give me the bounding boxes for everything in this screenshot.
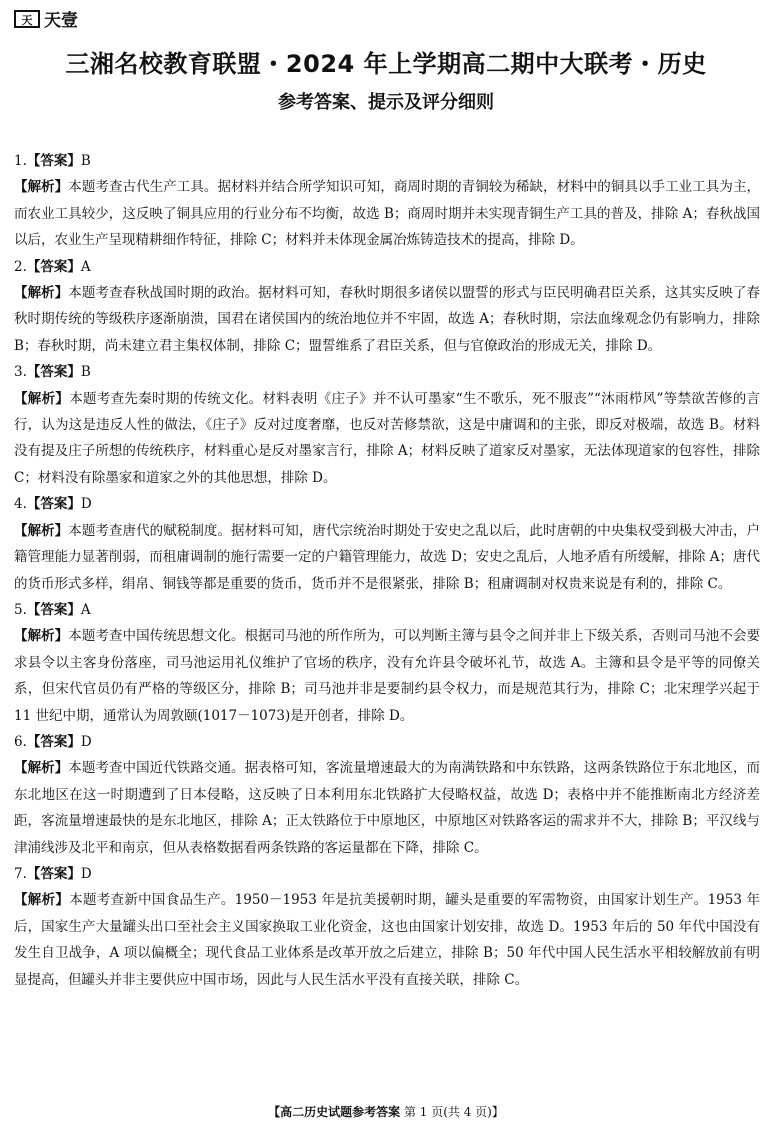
analysis-paragraph — [14, 887, 760, 993]
analysis-label: 【解析】 — [14, 285, 69, 302]
analysis-text: 本题考查中国传统思想文化。根据司马池的所作所为，可以判断主簿与县令之间并非上下级关系，否则司马池不会要求县令以主客身份落座，司马池运用礼仪维护了官场的秩序，没有允许县令破坏礼节，故选 A。主簿和县令是平等的同僚关系，但宋代官员仍有严格的等级区分，排除 B；司马池并非是要制约县令权力，而是规范其行为，排除 C；北宋理学兴起于 11 世纪中期，通常认为周敦颐(1017－1073)是开创者，排除 D。 — [14, 628, 761, 724]
question-number: 4. — [14, 496, 27, 513]
answer-value: D — [80, 865, 92, 882]
answer-value: B — [80, 153, 91, 169]
question-item — [14, 148, 760, 254]
question-number: 2. — [14, 258, 27, 275]
analysis-paragraph — [14, 280, 760, 359]
analysis-paragraph — [14, 623, 760, 729]
question-item — [14, 597, 760, 729]
answer-label: 【答案】 — [26, 258, 81, 275]
question-number: 5. — [14, 601, 27, 618]
analysis-label: 【解析】 — [14, 628, 69, 645]
answer-value: B — [80, 364, 91, 381]
analysis-text: 本题考查中国近代铁路交通。据表格可知，客流量增速最大的为南满铁路和中东铁路，这两条铁路位于东北地区，而东北地区在这一时期遭到了日本侵略，这反映了日本利用东北铁路扩大侵略权益，故选 D；表格中并不能推断南北方经济差距，客流量增速最快的是东北地区，排除 A；正太铁路位于中原地区，中原地区对铁路客运的需求并不大，排除 B；平汉线与津浦线涉及北平和南京，但从表格数据看两条铁路的客运量都在下降，排除 C。 — [14, 760, 761, 856]
question-number: 6. — [14, 733, 27, 750]
answer-label: 【答案】 — [26, 364, 81, 381]
answer-list — [14, 148, 760, 993]
analysis-text: 本题考查唐代的赋税制度。据材料可知，唐代宗统治时期处于安史之乱以后，此时唐朝的中央集权受到极大冲击，户籍管理能力显著削弱，而租庸调制的施行需要一定的户籍管理能力，故选 D；安史之乱后，人地矛盾有所缓解，排除 A；唐代的货币形式多样，绢帛、铜钱等都是重要的货币，货币并不是很紧张，排除 B；租庸调制对权贵来说是有利的，排除 C。 — [14, 522, 761, 592]
question-item — [14, 254, 760, 360]
analysis-label: 【解析】 — [14, 892, 70, 909]
answer-value: D — [80, 733, 92, 750]
analysis-text: 本题考查新中国食品生产。1950－1953 年是抗美援朝时期，罐头是重要的军需物资，由国家计划生产。1953 年后，国家生产大量罐头出口至社会主义国家换取工业化资金，这也由国家计划安排，故选 D。1953 年后的 50 年代中国没有发生自卫战争，A 项以偏概全；现代食品工业体系是改革开放之后建立，排除 B；50 年代中国人民生活水平相较解放前有明显提高，但罐头并非主要供应中国市场，因此与人民生活水平没有直接关联，排除 C。 — [14, 892, 761, 988]
question-item — [14, 861, 760, 993]
answer-line — [14, 491, 760, 517]
analysis-paragraph — [14, 518, 760, 597]
answer-label: 【答案】 — [26, 496, 81, 513]
page-title: 三湘名校教育联盟・2024 年上学期高二期中大联考・历史 — [65, 50, 707, 78]
answer-label: 【答案】 — [26, 153, 81, 169]
page-footer — [0, 1103, 772, 1120]
analysis-paragraph — [14, 174, 760, 253]
question-item — [14, 491, 760, 597]
analysis-label: 【解析】 — [14, 179, 69, 196]
analysis-paragraph — [14, 755, 760, 861]
question-number: 7. — [14, 865, 27, 882]
answer-value: A — [80, 601, 91, 618]
answer-line — [14, 597, 760, 623]
answer-value: D — [80, 496, 92, 513]
analysis-text: 本题考查古代生产工具。据材料并结合所学知识可知，商周时期的青铜较为稀缺，材料中的铜具以手工业工具为主，而农业工具较少，这反映了铜具应用的行业分布不均衡，故选 B；商周时期并未实现青铜生产工具的普及，排除 A；春秋战国以后，农业生产呈现精耕细作特征，排除 C；材料并未体现金属冶炼铸造技术的提高，排除 D。 — [14, 179, 761, 249]
analysis-paragraph — [14, 386, 760, 492]
question-number: 1. — [14, 153, 27, 169]
question-item — [14, 729, 760, 861]
logo-mark-icon: 天 — [14, 10, 40, 28]
question-number: 3. — [14, 364, 27, 381]
publisher-logo — [14, 6, 78, 31]
answer-line — [14, 729, 760, 755]
logo-text: 天壹 — [44, 11, 78, 31]
answer-line — [14, 861, 760, 887]
analysis-text: 本题考查春秋战国时期的政治。据材料可知，春秋时期很多诸侯以盟誓的形式与臣民明确君臣关系，这其实反映了春秋时期传统的等级秩序逐渐崩溃，国君在诸侯国内的统治地位并不牢固，故选 A；春秋时期，宗法血缘观念仍有影响力，排除 B；春秋时期，尚未建立君主集权体制，排除 C；盟誓维系了君臣关系，但与官僚政治的形成无关，排除 D。 — [14, 285, 761, 354]
answer-line — [14, 254, 760, 280]
answer-line — [14, 148, 760, 174]
page-subtitle: 参考答案、提示及评分细则 — [278, 92, 494, 113]
question-item — [14, 359, 760, 491]
footer-label: 【高二历史试题参考答案 — [268, 1105, 401, 1119]
answer-line — [14, 359, 760, 385]
answer-label: 【答案】 — [26, 733, 81, 750]
analysis-label: 【解析】 — [14, 760, 69, 777]
footer-page-number: 第 1 页(共 4 页)】 — [403, 1105, 504, 1119]
analysis-text: 本题考查先秦时期的传统文化。材料表明《庄子》并不认可墨家“生不歌乐，死不服丧”“沐雨栉风”等禁欲苦修的言行，认为这是违反人性的做法，《庄子》反对过度奢靡，也反对苦修禁欲，这是中庸调和的主张，即反对极端，故选 B。材料没有提及庄子所想的传统秩序，材料重心是反对墨家言行，排除 A；材料反映了道家反对墨家，无法体现道家的包容性，排除 C；材料没有除墨家和道家之外的其他思想，排除 D。 — [14, 390, 761, 486]
analysis-label: 【解析】 — [14, 522, 69, 539]
answer-label: 【答案】 — [26, 601, 81, 618]
analysis-label: 【解析】 — [14, 390, 70, 407]
answer-label: 【答案】 — [26, 865, 81, 882]
answer-value: A — [80, 258, 91, 275]
